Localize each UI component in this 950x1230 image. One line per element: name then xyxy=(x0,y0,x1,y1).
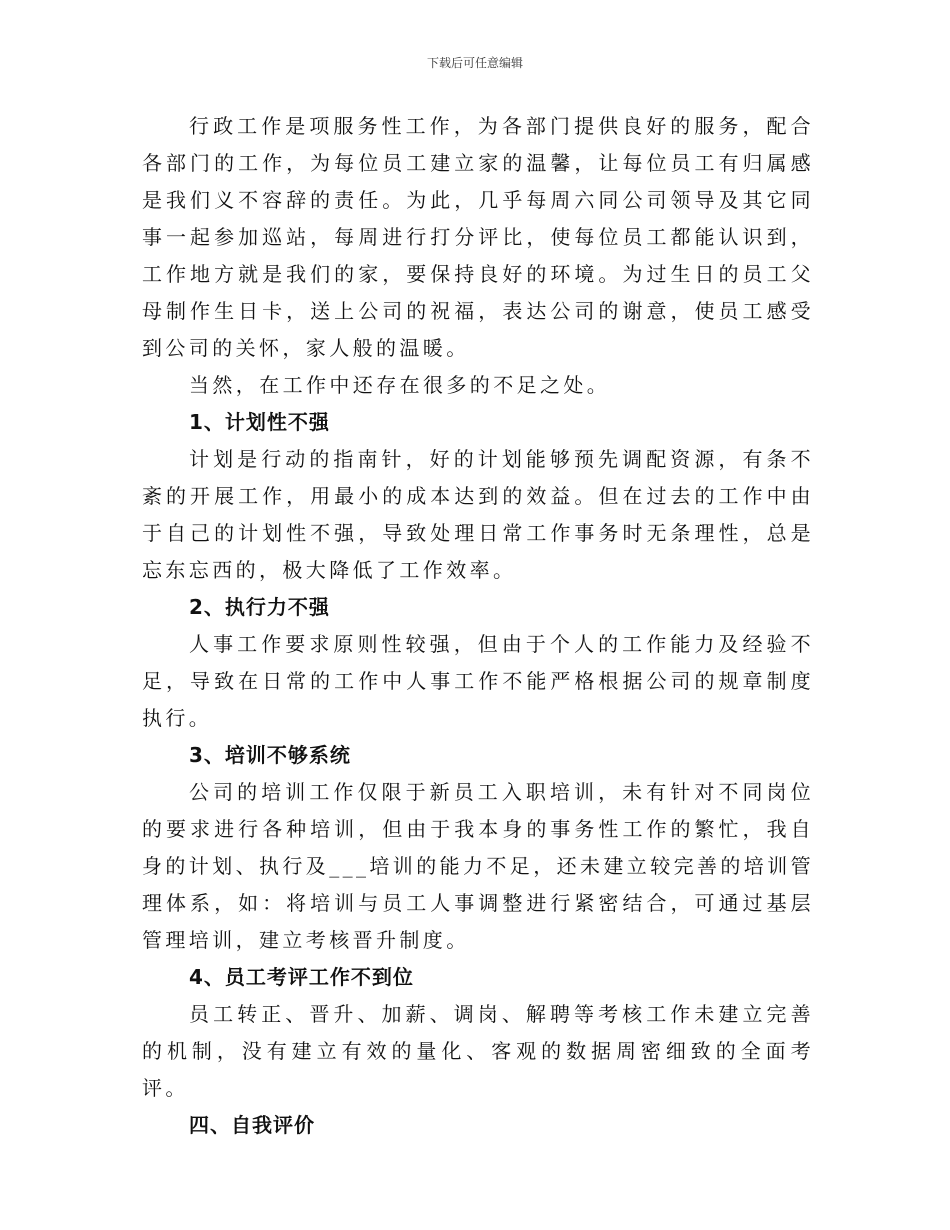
paragraph-training: 公司的培训工作仅限于新员工入职培训，未有针对不同岗位的要求进行各种培训，但由于我本身的事务性工作的繁忙，我自身的计划、执行及___培训的能力不足，还未建立较完善的培训管理体系，如：将培训与员工人事调整进行紧密结合，可通过基层管理培训，建立考核晋升制度。 xyxy=(142,780,814,952)
paragraph-shortcomings-intro: 当然，在工作中还存在很多的不足之处。 xyxy=(189,373,611,397)
heading-execution: 2、执行力不强 xyxy=(189,595,330,619)
paragraph-planning: 计划是行动的指南针，好的计划能够预先调配资源，有条不紊的开展工作，用最小的成本达到的效益。但在过去的工作中由于自己的计划性不强，导致处理日常工作事务时无条理性，总是忘东忘西的，极大降低了工作效率。 xyxy=(142,447,814,582)
paragraph-admin-service: 行政工作是项服务性工作，为各部门提供良好的服务，配合各部门的工作，为每位员工建立家的温馨，让每位员工有归属感是我们义不容辞的责任。为此，几乎每周六同公司领导及其它同事一起参加巡站，每周进行打分评比，使每位员工都能认识到，工作地方就是我们的家，要保持良好的环境。为过生日的员工父母制作生日卡，送上公司的祝福，表达公司的谢意，使员工感受到公司的关怀，家人般的温暖。 xyxy=(142,114,814,360)
page-header: 下载后可任意编辑 xyxy=(426,56,523,70)
document-body xyxy=(142,108,814,1144)
heading-self-evaluation: 四、自我评价 xyxy=(189,1113,315,1137)
heading-evaluation: 4、员工考评工作不到位 xyxy=(189,965,414,989)
heading-planning: 1、计划性不强 xyxy=(189,410,330,434)
paragraph-execution: 人事工作要求原则性较强，但由于个人的工作能力及经验不足，导致在日常的工作中人事工作不能严格根据公司的规章制度执行。 xyxy=(142,632,814,730)
paragraph-evaluation: 员工转正、晋升、加薪、调岗、解聘等考核工作未建立完善的机制，没有建立有效的量化、客观的数据周密细致的全面考评。 xyxy=(142,1002,814,1100)
heading-training: 3、培训不够系统 xyxy=(189,743,351,767)
